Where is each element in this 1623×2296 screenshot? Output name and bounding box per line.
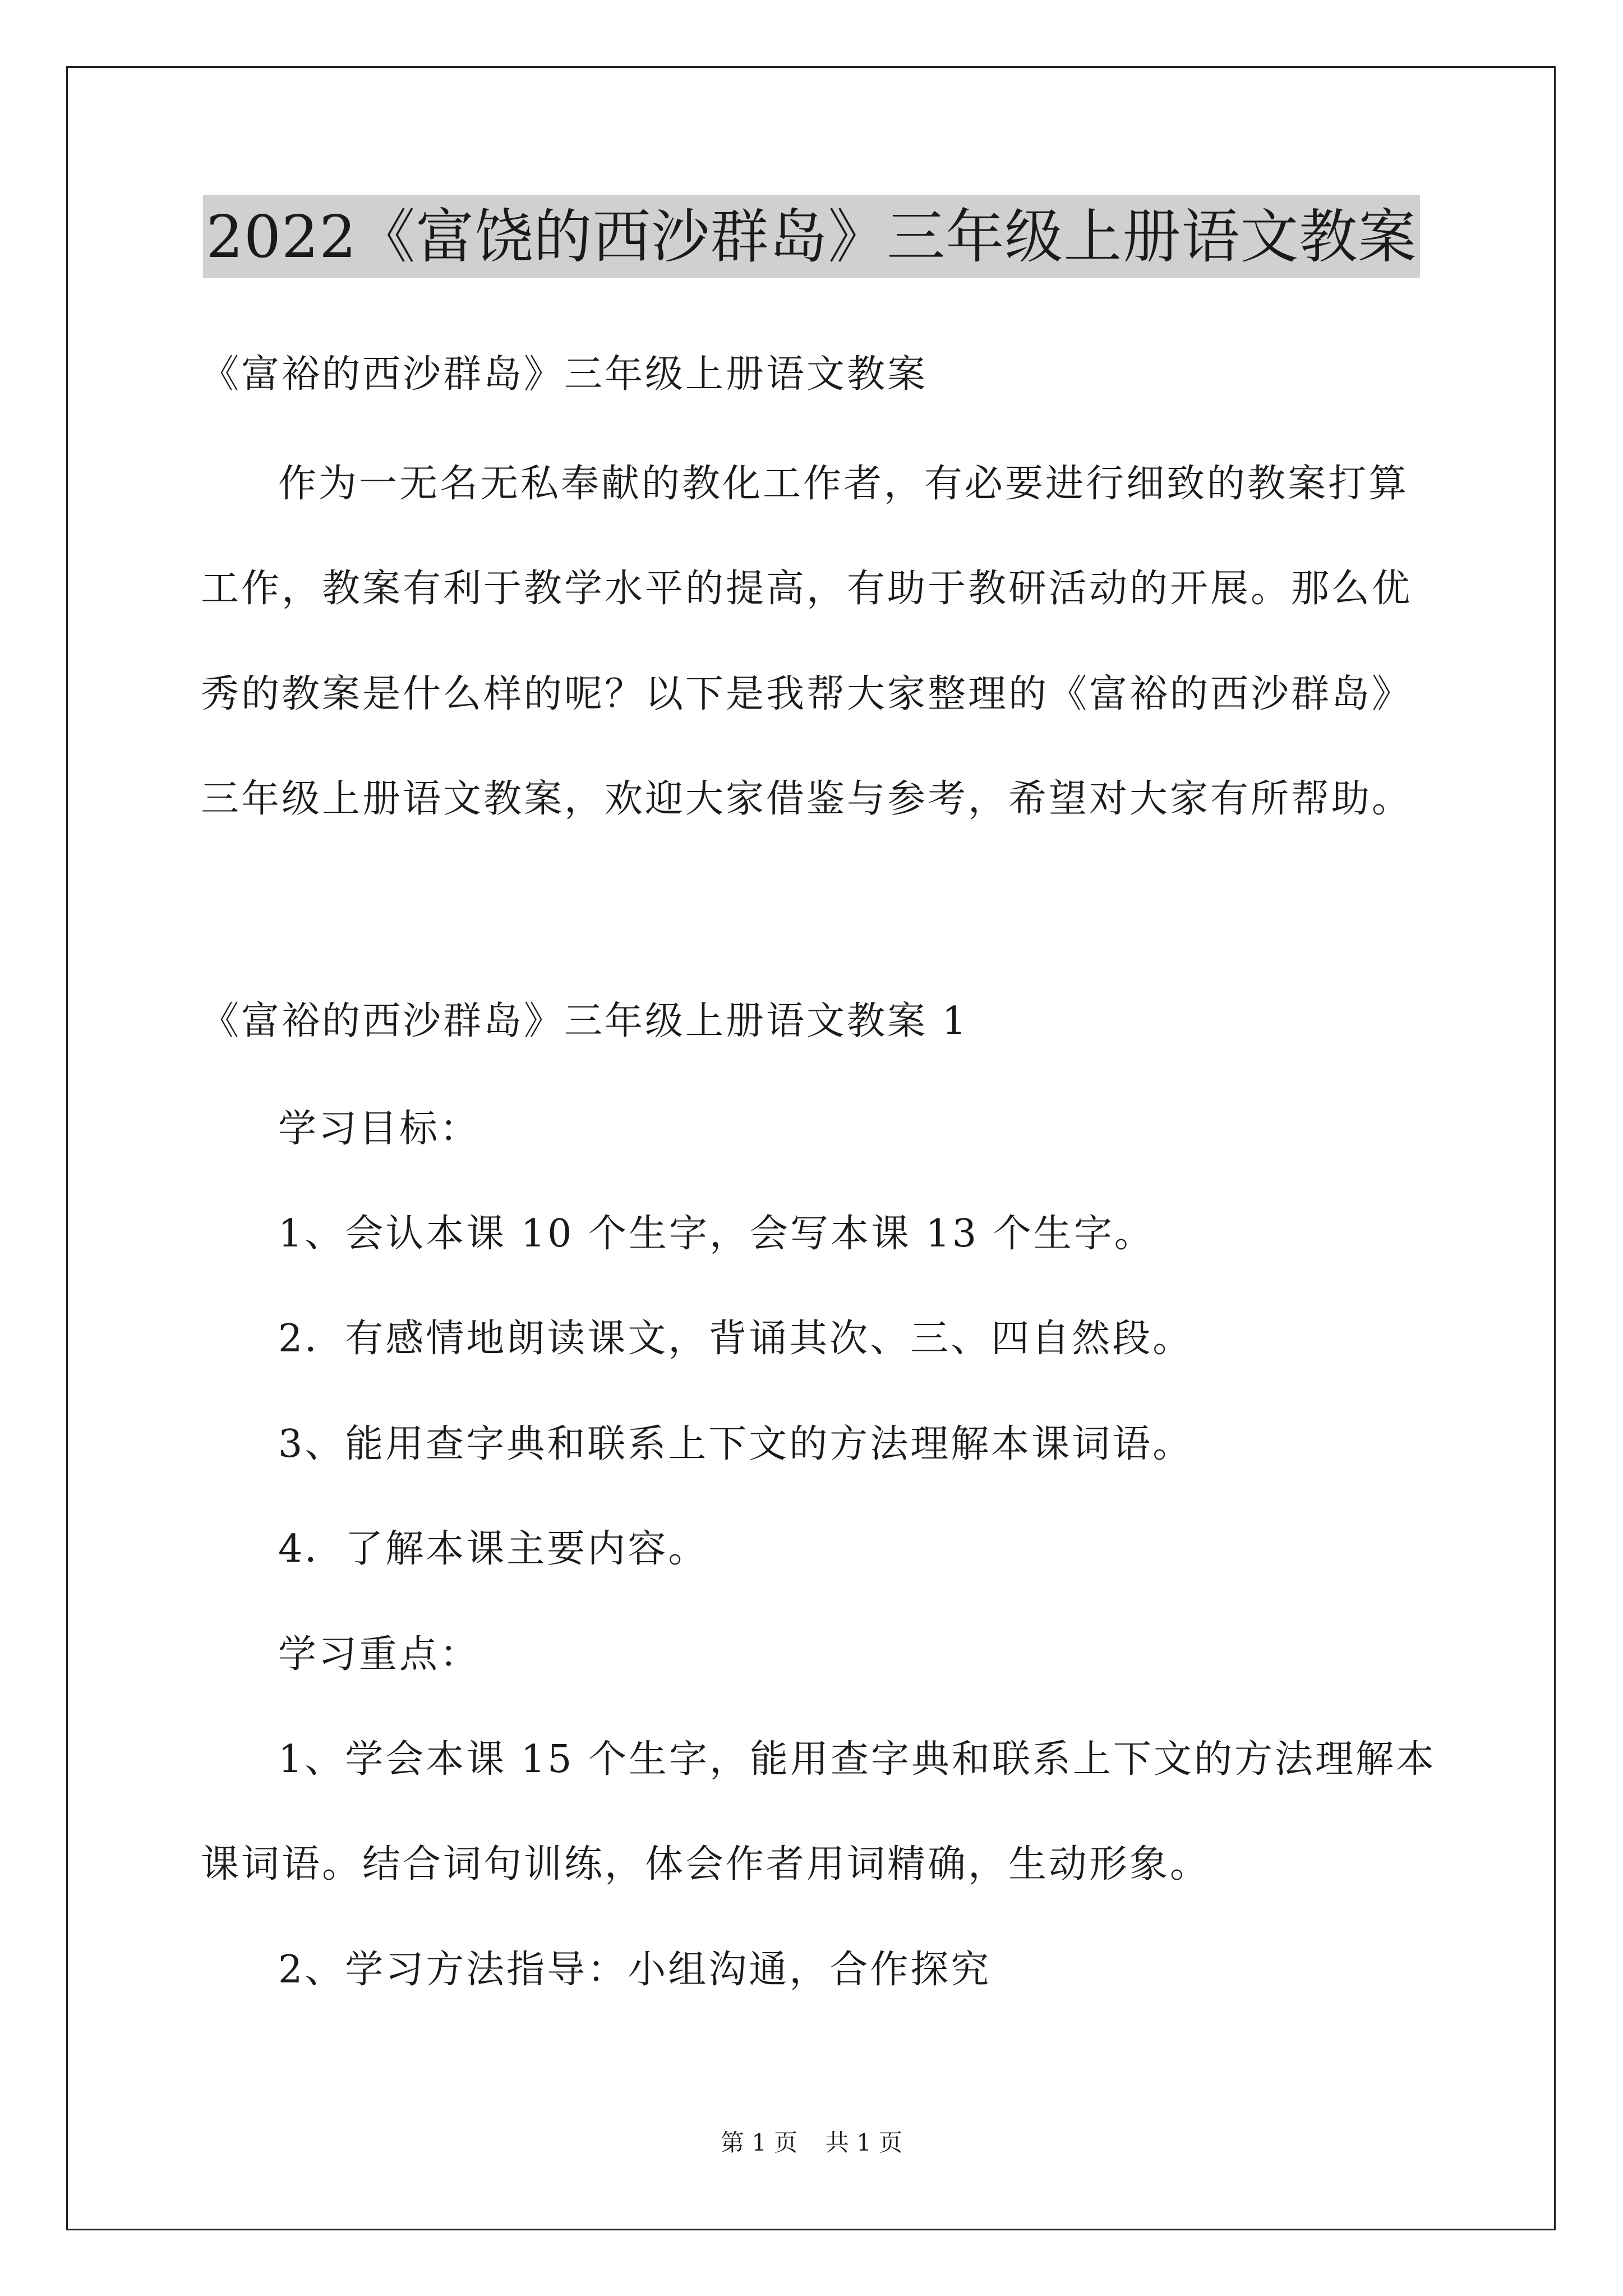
document-title: 2022《富饶的西沙群岛》三年级上册语文教案 xyxy=(203,195,1421,278)
goal-item-1: 1、会认本课 10 个生字，会写本课 13 个生字。 xyxy=(278,1212,1155,1256)
focus-item-2: 2、学习方法指导：小组沟通，合作探究 xyxy=(278,1948,992,1992)
focus-item-1-line-2: 课词语。结合词句训练，体会作者用词精确，生动形象。 xyxy=(201,1842,1211,1887)
intro-line-4: 三年级上册语文教案，欢迎大家借鉴与参考，希望对大家有所帮助。 xyxy=(201,777,1413,821)
title-container xyxy=(0,195,1623,278)
focus-item-1-line-1: 1、学会本课 15 个生字，能用查字典和联系上下文的方法理解本 xyxy=(278,1737,1437,1782)
intro-line-2: 工作，教案有利于教学水平的提高，有助于教研活动的开展。那么优 xyxy=(201,567,1413,611)
goals-label: 学习目标： xyxy=(278,1107,481,1151)
document-subtitle: 《富裕的西沙群岛》三年级上册语文教案 xyxy=(201,352,928,397)
focus-label: 学习重点： xyxy=(278,1632,481,1677)
goal-item-3: 3、能用查字典和联系上下文的方法理解本课词语。 xyxy=(278,1422,1193,1466)
page-total: 共 1 页 xyxy=(825,2129,903,2156)
page-footer xyxy=(0,2126,1623,2160)
intro-line-3: 秀的教案是什么样的呢？以下是我帮大家整理的《富裕的西沙群岛》 xyxy=(201,672,1413,716)
intro-line-1: 作为一无名无私奉献的教化工作者，有必要进行细致的教案打算 xyxy=(278,462,1409,506)
goal-item-2: 2．有感情地朗读课文，背诵其次、三、四自然段。 xyxy=(278,1317,1193,1361)
page-number: 第 1 页 xyxy=(720,2129,798,2156)
section-heading: 《富裕的西沙群岛》三年级上册语文教案 1 xyxy=(201,999,969,1043)
goal-item-4: 4．了解本课主要内容。 xyxy=(278,1527,709,1571)
